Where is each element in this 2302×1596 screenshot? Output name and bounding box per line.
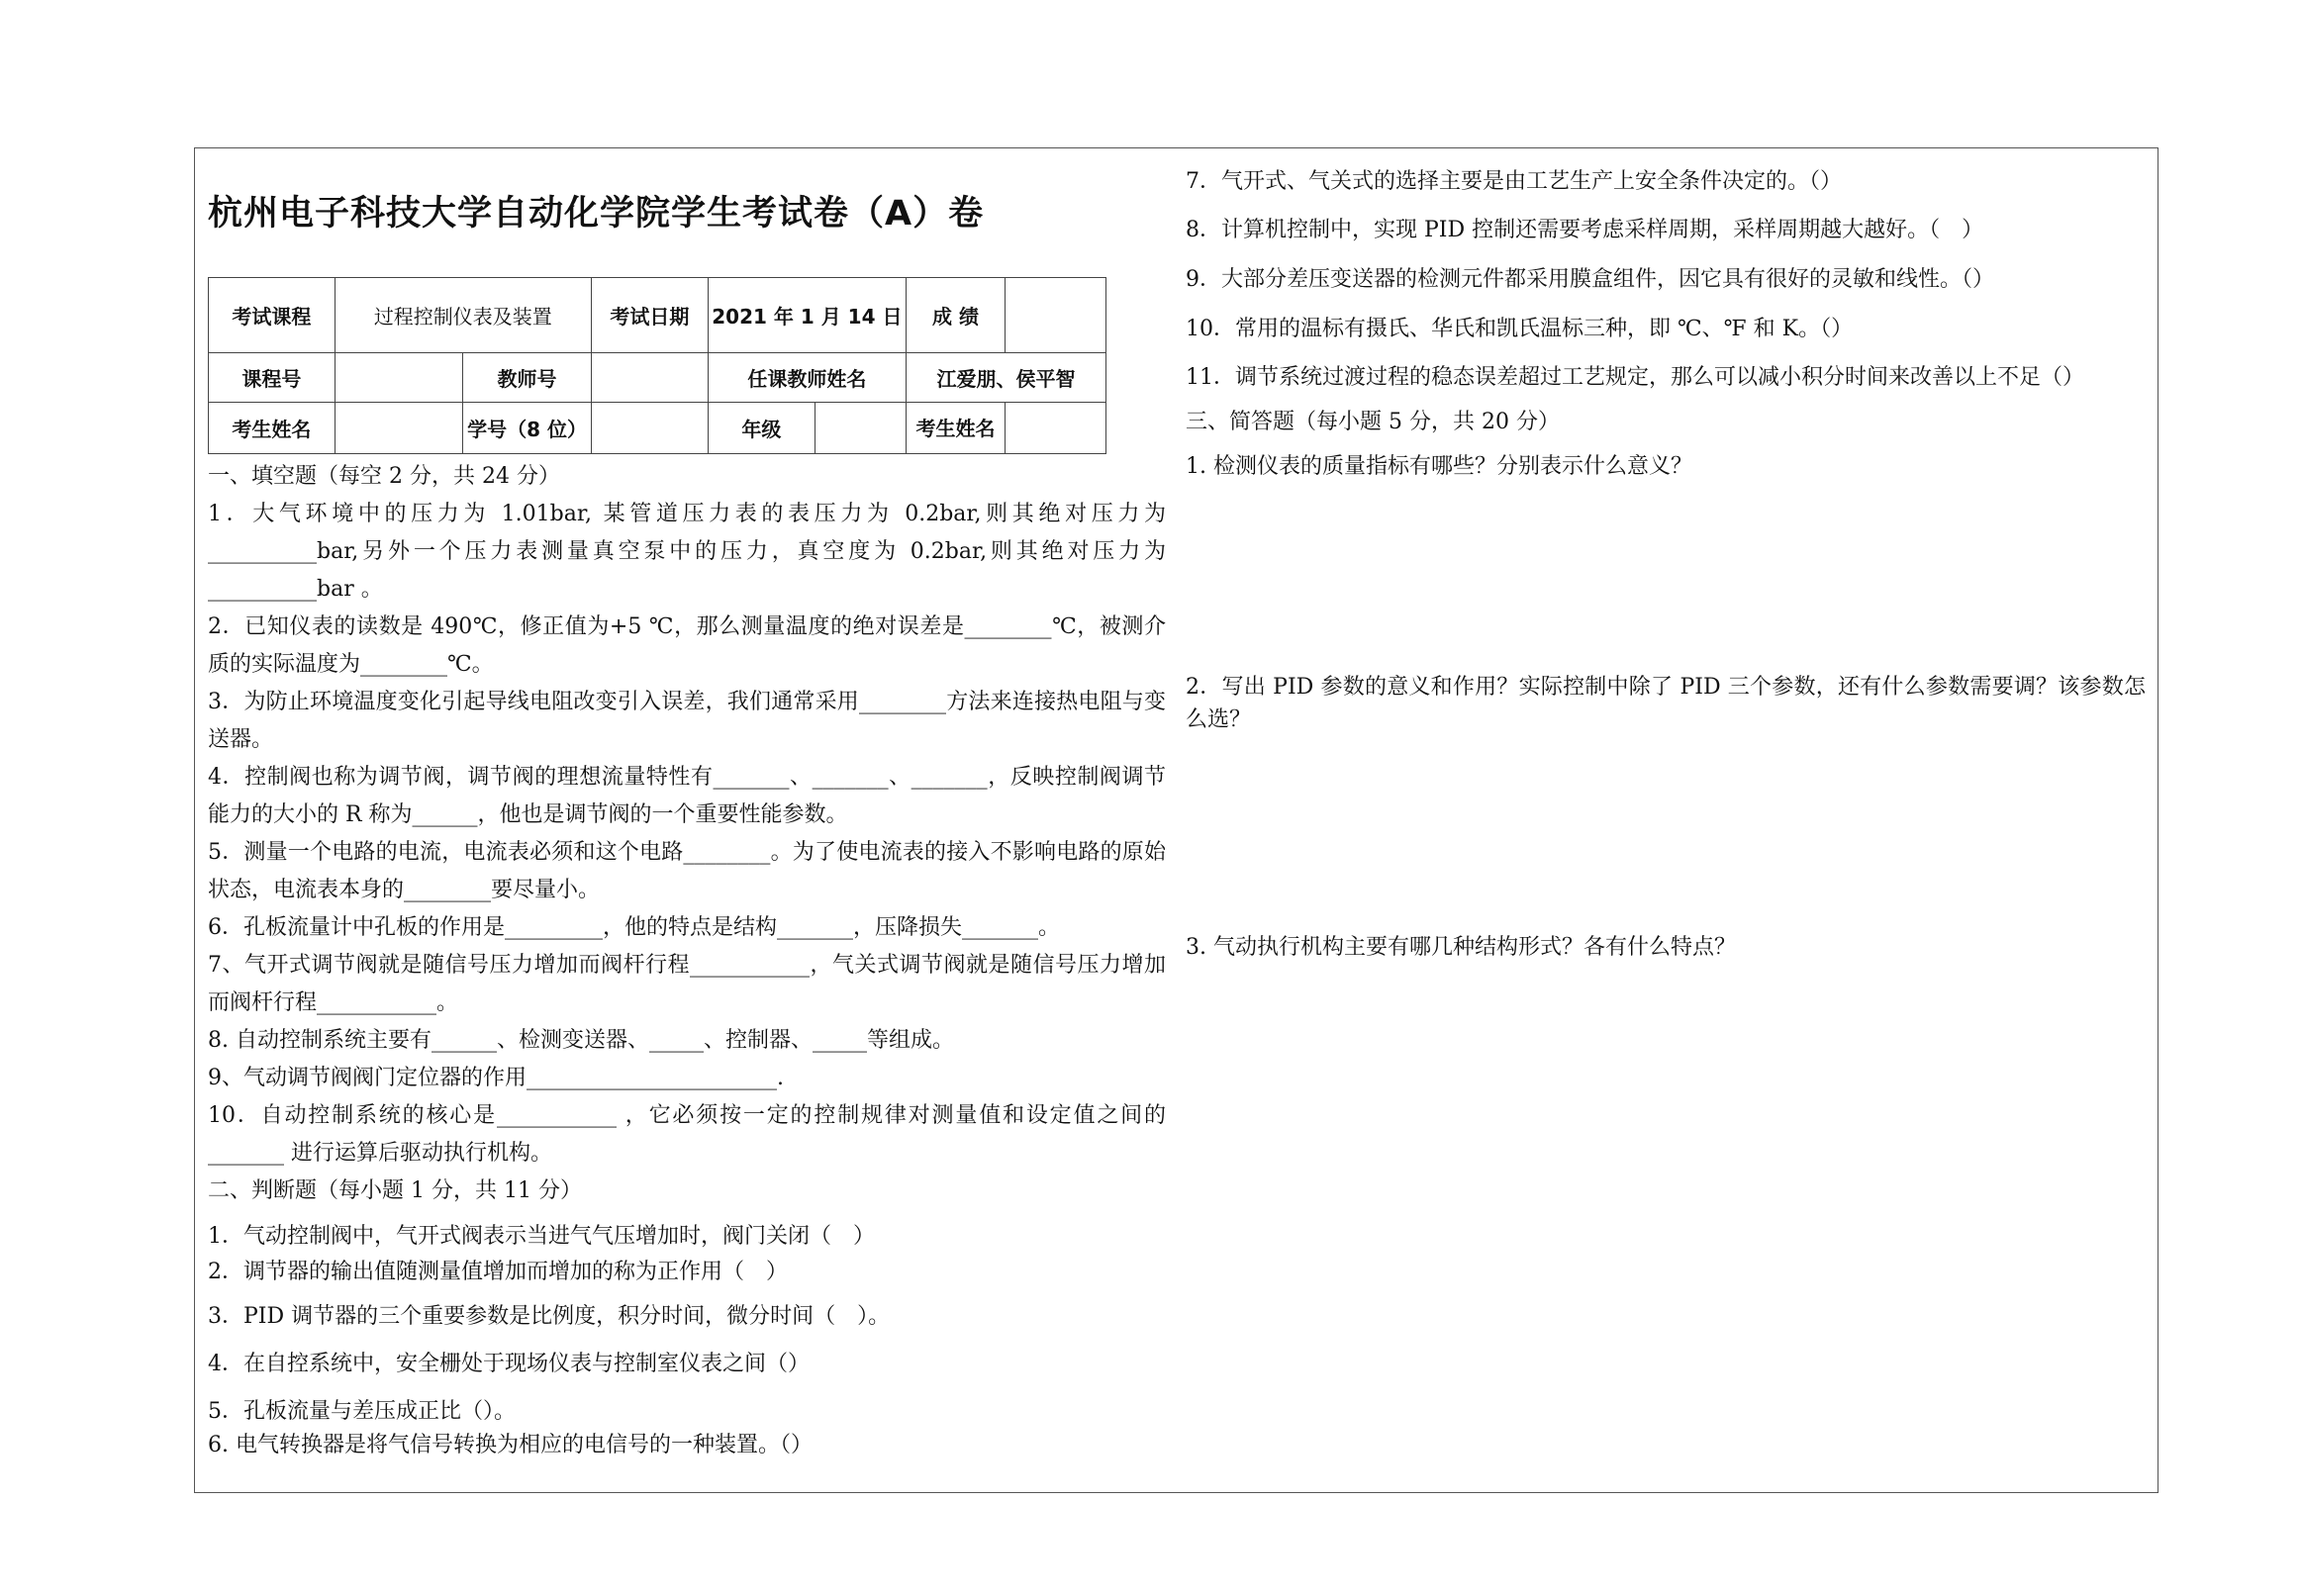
true-false-question: 2．调节器的输出值随测量值增加而增加的称为正作用（ ） xyxy=(208,1260,788,1284)
answer-space[interactable] xyxy=(1186,968,2146,1265)
short-answer-question: 3. 气动执行机构主要有哪几种结构形式？各有什么特点？ xyxy=(1186,935,1736,960)
student-name-label: 考生姓名 xyxy=(209,403,336,454)
teacher-name-value: 江爱朋、侯平智 xyxy=(906,353,1105,403)
short-answer-question: 2．写出 PID 参数的意义和作用？实际控制中除了 PID 三个参数，还有什么参数需要调？该参数怎么选？ xyxy=(1186,675,2146,732)
answer-space[interactable] xyxy=(1186,736,2146,928)
score-label: 成 绩 xyxy=(906,278,1005,353)
course-label: 考试课程 xyxy=(209,278,336,353)
true-false-question: 8．计算机控制中，实现 PID 控制还需要考虑采样周期，采样周期越大越好。（ ） xyxy=(1186,218,1984,242)
true-false-question: 4．在自控系统中，安全栅处于现场仪表与控制室仪表之间（） xyxy=(208,1352,810,1376)
teacher-number-value[interactable] xyxy=(591,353,708,403)
course-number-label: 课程号 xyxy=(209,353,336,403)
fill-blank-question: 1．大气环境中的压力为 1.01bar, 某管道压力表的表压力为 0.2bar,则其绝对压力为__________bar,另外一个压力表测量真空泵中的压力，真空度为 0.2bar,则其绝对压力为__________bar 。 xyxy=(208,502,1166,602)
score-value[interactable] xyxy=(1006,278,1106,353)
teacher-name-label: 任课教师姓名 xyxy=(708,353,906,403)
fill-blank-question: 7、气开式调节阀就是随信号压力增加而阀杆行程___________，气关式调节阀就是随信号压力增加而阀杆行程___________。 xyxy=(208,953,1166,1015)
section-heading-fill-blank: 一、填空题（每空 2 分，共 24 分） xyxy=(208,464,560,489)
fill-blank-question: 9、气动调节阀阀门定位器的作用_______________________. xyxy=(208,1066,784,1090)
info-row xyxy=(209,353,1106,403)
exam-info-table xyxy=(208,277,1106,454)
fill-blank-question: 2．已知仪表的读数是 490℃，修正值为+5 ℃，那么测量温度的绝对误差是________℃，被测介质的实际温度为________℃。 xyxy=(208,614,1166,677)
fill-blank-question: 5．测量一个电路的电流，电流表必须和这个电路________。为了使电流表的接入不影响电路的原始状态，电流表本身的________要尽量小。 xyxy=(208,840,1167,902)
true-false-question: 1．气动控制阀中，气开式阀表示当进气气压增加时，阀门关闭（ ） xyxy=(208,1224,875,1249)
page-title: 杭州电子科技大学自动化学院学生考试卷（A）卷 xyxy=(208,194,985,234)
info-row xyxy=(209,403,1106,454)
fill-blank-question: 8. 自动控制系统主要有______、检测变送器、_____、控制器、_____等组成。 xyxy=(208,1028,954,1053)
fill-blank-question: 3．为防止环境温度变化引起导线电阻改变引入误差，我们通常采用________方法来连接热电阻与变送器。 xyxy=(208,690,1167,752)
student-id-label: 学号（8 位） xyxy=(463,403,592,454)
right-column xyxy=(1186,158,2146,1265)
info-row xyxy=(209,278,1106,353)
course-value: 过程控制仪表及装置 xyxy=(335,278,591,353)
exam-date-label: 考试日期 xyxy=(591,278,708,353)
true-false-question: 7．气开式、气关式的选择主要是由工艺生产上安全条件决定的。（） xyxy=(1186,169,1842,194)
examinee-name-value[interactable] xyxy=(1006,403,1106,454)
section-heading-true-false: 二、判断题（每小题 1 分，共 11 分） xyxy=(208,1178,582,1203)
true-false-question: 6. 电气转换器是将气信号转换为相应的电信号的一种装置。（） xyxy=(208,1433,813,1457)
grade-value[interactable] xyxy=(815,403,906,454)
answer-space[interactable] xyxy=(1186,487,2146,671)
section-heading-short-answer: 三、简答题（每小题 5 分，共 20 分） xyxy=(1186,410,1560,434)
true-false-question: 5．孔板流量与差压成正比（）。 xyxy=(208,1399,516,1424)
true-false-question: 9．大部分差压变送器的检测元件都采用膜盒组件，因它具有很好的灵敏和线性。（） xyxy=(1186,267,1994,292)
course-number-value[interactable] xyxy=(335,353,462,403)
exam-date-value: 2021 年 1 月 14 日 xyxy=(708,278,906,353)
student-id-value[interactable] xyxy=(591,403,708,454)
true-false-question: 10．常用的温标有摄氏、华氏和凯氏温标三种，即 ℃、℉ 和 K。（） xyxy=(1186,317,1854,341)
student-name-value[interactable] xyxy=(335,403,462,454)
fill-blank-question: 10．自动控制系统的核心是___________ ，它必须按一定的控制规律对测量值和设定值之间的_______ 进行运算后驱动执行机构。 xyxy=(208,1103,1166,1166)
short-answer-question: 1. 检测仪表的质量指标有哪些？分别表示什么意义？ xyxy=(1186,454,1692,479)
examinee-name-label: 考生姓名 xyxy=(906,403,1005,454)
true-false-question: 11．调节系统过渡过程的稳态误差超过工艺规定，那么可以减小积分时间来改善以上不足（） xyxy=(1186,365,2084,390)
grade-label: 年级 xyxy=(708,403,815,454)
teacher-number-label: 教师号 xyxy=(463,353,592,403)
fill-blank-question: 4．控制阀也称为调节阀，调节阀的理想流量特性有_______、_______、_______，反映控制阀调节能力的大小的 R 称为______，他也是调节阀的一个重要性能参数。 xyxy=(208,765,1166,827)
left-column xyxy=(208,458,1166,1461)
true-false-question: 3．PID 调节器的三个重要参数是比例度，积分时间，微分时间（ ）。 xyxy=(208,1304,891,1329)
fill-blank-question: 6．孔板流量计中孔板的作用是_________，他的特点是结构_______，压降损失_______。 xyxy=(208,915,1060,940)
